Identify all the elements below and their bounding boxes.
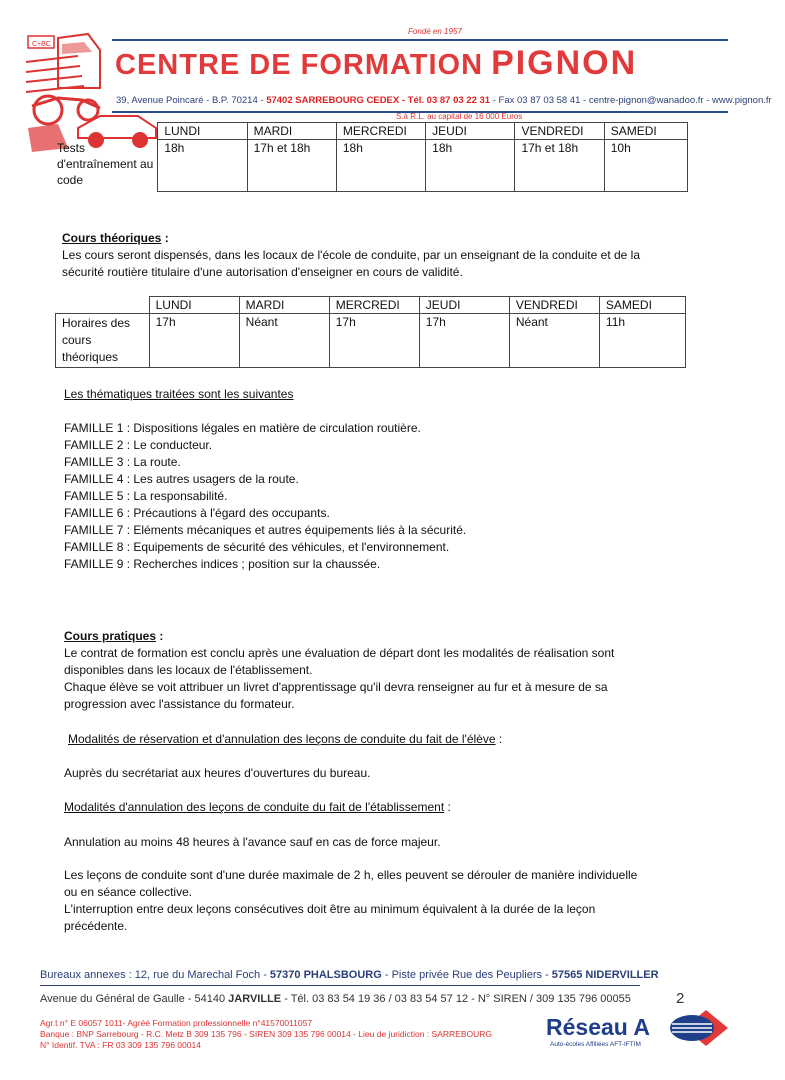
- time-cell: 17h et 18h: [515, 140, 604, 192]
- row-label: Horaires des cours théoriques: [56, 314, 150, 368]
- student-cancel-heading-row: Modalités de réservation et d'annulation des leçons de conduite du fait de l'élève :: [68, 732, 503, 746]
- annex-address-1: 12, rue du Marechal Foch -: [131, 969, 270, 981]
- day-header: SAMEDI: [599, 297, 685, 314]
- brand-prefix: CENTRE DE FORMATION: [115, 49, 484, 81]
- day-header: MERCREDI: [329, 297, 419, 314]
- reseau-emblem: [668, 1008, 730, 1048]
- list-item: FAMILLE 5 : La responsabilité.: [64, 489, 228, 503]
- practical-colon: :: [156, 629, 164, 643]
- contact-line: [116, 95, 772, 106]
- practical-heading: Cours pratiques: [64, 629, 157, 643]
- annex-city-2: 57565 NIDERVILLER: [551, 969, 659, 981]
- footer-rule: [40, 985, 640, 986]
- duration-line: précédente.: [64, 919, 128, 933]
- theory-text-2: sécurité routière titulaire d'une autorisation d'enseigner en cours de validité.: [62, 265, 463, 279]
- list-item: FAMILLE 1 : Dispositions légales en matière de circulation routière.: [64, 421, 421, 435]
- list-item: FAMILLE 8 : Equipements de sécurité des véhicules, et l'environnement.: [64, 540, 450, 554]
- legal-line: Banque : BNP Sarrebourg - R.C. Metz B 309 135 796 - SIREN 309 135 796 00014 - Lieu de juridiction : SARREBOURG: [40, 1029, 493, 1039]
- list-item: FAMILLE 7 : Eléments mécaniques et autres équipements liés à la sécurité.: [64, 523, 467, 537]
- duration-line: ou en séance collective.: [64, 885, 193, 899]
- time-cell: 17h: [419, 314, 509, 368]
- time-cell: 17h: [329, 314, 419, 368]
- theory-heading: Cours théoriques: [62, 231, 162, 245]
- tests-schedule-table: [55, 122, 688, 192]
- day-header: JEUDI: [419, 297, 509, 314]
- themes-list: [64, 420, 466, 573]
- reseau-subtitle: Auto-écoles Affiliées AFT-IFTIM: [550, 1041, 641, 1048]
- page-number: 2: [676, 990, 685, 1007]
- duration-line: L'interruption entre deux leçons consécutives doit être au minimum équivalent à la durée de la leçon: [64, 902, 596, 916]
- annex-label: Bureaux annexes :: [40, 969, 132, 981]
- brand-title: [115, 44, 637, 83]
- footer-annexes: [40, 969, 659, 981]
- footer-addr-phone: - Tél. 03 83 54 19 36 / 03 83 54 57 12 - N° SIREN / 309 135 796 00055: [281, 993, 631, 1005]
- themes-heading: Les thématiques traitées sont les suivantes: [64, 387, 294, 401]
- list-item: FAMILLE 6 : Précautions à l'égard des occupants.: [64, 506, 330, 520]
- time-cell: Néant: [509, 314, 599, 368]
- row-label: Tests d'entraînement au code: [57, 140, 154, 187]
- time-cell: 18h: [336, 140, 425, 192]
- table-row: [55, 140, 688, 192]
- table-corner: [56, 297, 150, 314]
- day-header: MARDI: [247, 123, 336, 140]
- footer-address: [40, 993, 631, 1005]
- svg-text:C+BC: C+BC: [32, 41, 51, 48]
- practical-line: Chaque élève se voit attribuer un livret d'apprentissage qu'il devra renseigner au fur et à mesure de sa: [64, 680, 608, 694]
- day-header: SAMEDI: [604, 123, 687, 140]
- lesson-duration-text: [64, 867, 637, 935]
- time-cell: Néant: [239, 314, 329, 368]
- reseau-logo-text: Réseau A: [546, 1014, 650, 1040]
- school-cancel-text: Annulation au moins 48 heures à l'avance sauf en cas de force majeur.: [64, 835, 441, 849]
- brand-name: PIGNON: [491, 44, 638, 82]
- practical-line: progression avec l'assistance du formateur.: [64, 697, 295, 711]
- contact-address: 39, Avenue Poincaré - B.P. 70214 -: [116, 95, 267, 106]
- school-cancel-heading-row: Modalités d'annulation des leçons de conduite du fait de l'établissement :: [64, 800, 451, 814]
- day-header: VENDREDI: [515, 123, 604, 140]
- annex-city-1: 57370 PHALSBOURG: [269, 969, 382, 981]
- table-row: [56, 314, 686, 368]
- day-header: JEUDI: [426, 123, 515, 140]
- day-header: MERCREDI: [336, 123, 425, 140]
- list-item: FAMILLE 9 : Recherches indices ; position sur la chaussée.: [64, 557, 381, 571]
- time-cell: 11h: [599, 314, 685, 368]
- table-row: [56, 297, 686, 314]
- day-header: MARDI: [239, 297, 329, 314]
- practical-line: Le contrat de formation est conclu après une évaluation de départ dont les modalités de réalisation sont: [64, 646, 615, 660]
- contact-fax-email: - Fax 03 87 03 58 41 - centre-pignon@wanadoo.fr - www.pignon.fr: [490, 95, 772, 106]
- table-row: [55, 123, 688, 140]
- theory-text-1: Les cours seront dispensés, dans les locaux de l'école de conduite, par un enseignant de la conduite et de la: [62, 248, 641, 262]
- time-cell: 17h et 18h: [247, 140, 336, 192]
- practical-line: disponibles dans les locaux de l'établissement.: [64, 663, 313, 677]
- table-corner: [55, 123, 158, 140]
- legal-line: N° Identif. TVA : FR 03 309 135 796 00014: [40, 1040, 201, 1050]
- legal-line: Agr.t n° E 06057 1011- Agréé Formation professionnelle n°41570011057: [40, 1018, 313, 1028]
- student-cancel-heading: Modalités de réservation et d'annulation des leçons de conduite du fait de l'élève: [68, 732, 496, 746]
- time-cell: 18h: [426, 140, 515, 192]
- time-cell: 18h: [158, 140, 247, 192]
- theory-section: [62, 230, 640, 281]
- school-cancel-heading: Modalités d'annulation des leçons de conduite du fait de l'établissement: [64, 800, 445, 814]
- list-item: FAMILLE 4 : Les autres usagers de la route.: [64, 472, 299, 486]
- time-cell: 17h: [149, 314, 239, 368]
- contact-city-phone: 57402 SARREBOURG CEDEX - Tél. 03 87 03 22 31: [266, 95, 491, 106]
- header-rule-top: [112, 39, 728, 41]
- legal-info: [40, 1018, 492, 1051]
- student-cancel-text: Auprès du secrétariat aux heures d'ouvertures du bureau.: [64, 766, 371, 780]
- list-item: FAMILLE 2 : Le conducteur.: [64, 438, 213, 452]
- theory-colon: :: [161, 231, 169, 245]
- list-item: FAMILLE 3 : La route.: [64, 455, 181, 469]
- day-header: LUNDI: [149, 297, 239, 314]
- duration-line: Les leçons de conduite sont d'une durée maximale de 2 h, elles peuvent se dérouler de manière individuelle: [64, 868, 638, 882]
- time-cell: 10h: [604, 140, 687, 192]
- day-header: LUNDI: [158, 123, 247, 140]
- footer-addr-city: JARVILLE: [228, 993, 282, 1005]
- founded-note: Fondé en 1957: [408, 27, 462, 36]
- practical-section: [64, 628, 614, 713]
- theory-schedule-table: [55, 296, 686, 368]
- annex-address-2: - Piste privée Rue des Peupliers -: [381, 969, 552, 981]
- day-header: VENDREDI: [509, 297, 599, 314]
- capital-note: S.à R.L. au capital de 16 000 Euros: [396, 112, 523, 121]
- footer-addr-part: Avenue du Général de Gaulle - 54140: [40, 993, 229, 1005]
